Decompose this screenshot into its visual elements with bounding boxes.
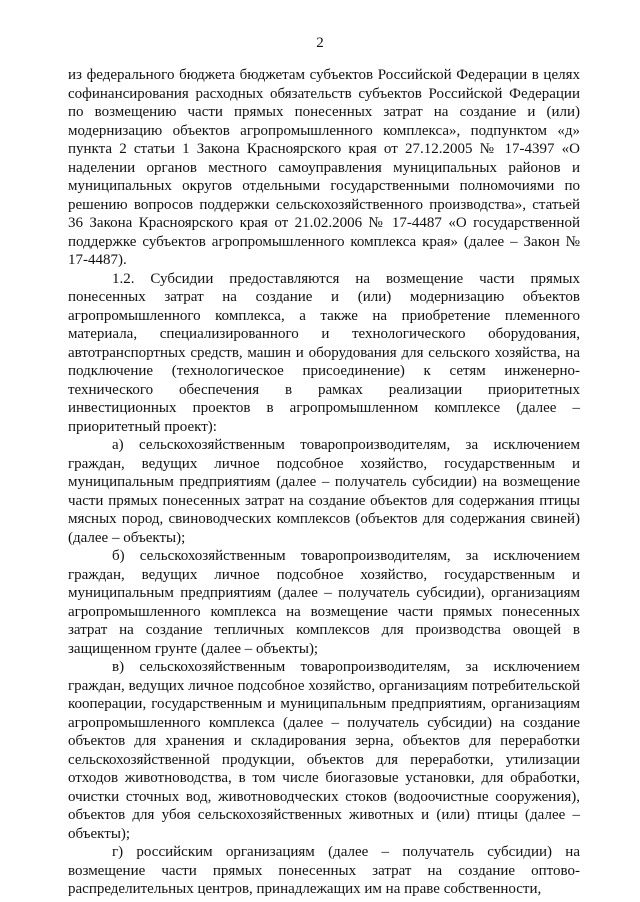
paragraph-1-2: 1.2. Субсидии предоставляются на возмещение части прямых понесенных затрат на создание и (или) модернизацию объектов агропромышленного комплекса, а также на приобретение племенного материала, специализированного и технологического оборудования, автотранспортных средств, машин и оборудования для сельского хозяйства, на подключение (технологическое присоединение) к сетям инженерно-технического обеспечения в рамках реализации приоритетных инвестиционных проектов в агропромышленном комплексе (далее – приоритетный проект): (68, 270, 580, 435)
paragraph-item-a: а) сельскохозяйственным товаропроизводителям, за исключением граждан, ведущих личное подсобное хозяйство, государственным и муниципальным предприятиям (далее – получатель субсидии) на возмещение части прямых понесенных затрат на создание объектов для содержания птицы мясных пород, свиноводческих комплексов (объектов для содержания свиней) (далее – объекты); (68, 437, 580, 546)
paragraph-item-g: г) российским организациям (далее – получатель субсидии) на возмещение части прямых понесенных затрат на создание оптово-распределительных центров, принадлежащих им на праве собственности, (68, 844, 580, 897)
page-number: 2 (316, 35, 324, 51)
paragraph-item-v: в) сельскохозяйственным товаропроизводителям, за исключением граждан, ведущих личное подсобное хозяйство, организациям потребительской кооперации, государственным и муниципальным предприятиям, организациям агропромышленного комплекса (далее – получатель субсидии) на создание объектов для хранения и складирования зерна, объектов для переработки сельскохозяйственной продукции, объектов для переработки, утилизации отходов животноводства, в том числе биогазовые установки, для обработки, очистки сточных вод, животноводческих стоков (водоочистные сооружения), объектов для убоя сельскохозяйственных животных и (или) птицы (далее – объекты); (68, 659, 580, 842)
document-body (68, 66, 580, 899)
paragraph-item-b: б) сельскохозяйственным товаропроизводителям, за исключением граждан, ведущих личное подсобное хозяйство, государственным и муниципальным предприятиям (далее – получатель субсидии), организациям агропромышленного комплекса на возмещение части прямых понесенных затрат на создание тепличных комплексов для производства овощей в защищенном грунте (далее – объекты); (68, 548, 580, 657)
paragraph-intro-continuation: из федерального бюджета бюджетам субъектов Российской Федерации в целях софинансирования расходных обязательств субъектов Российской Федерации по возмещению части прямых понесенных затрат на создание и (или) модернизацию объектов агропромышленного комплекса», подпунктом «д» пункта 2 статьи 1 Закона Красноярского края от 27.12.2005 № 17-4397 «О наделении органов местного самоуправления муниципальных районов и муниципальных округов отдельными государственными полномочиями по решению вопросов поддержки сельскохозяйственного производства», статьей 36 Закона Красноярского края от 21.02.2006 № 17-4487 «О государственной поддержке субъектов агропромышленного комплекса края» (далее – Закон № 17-4487). (68, 67, 580, 268)
